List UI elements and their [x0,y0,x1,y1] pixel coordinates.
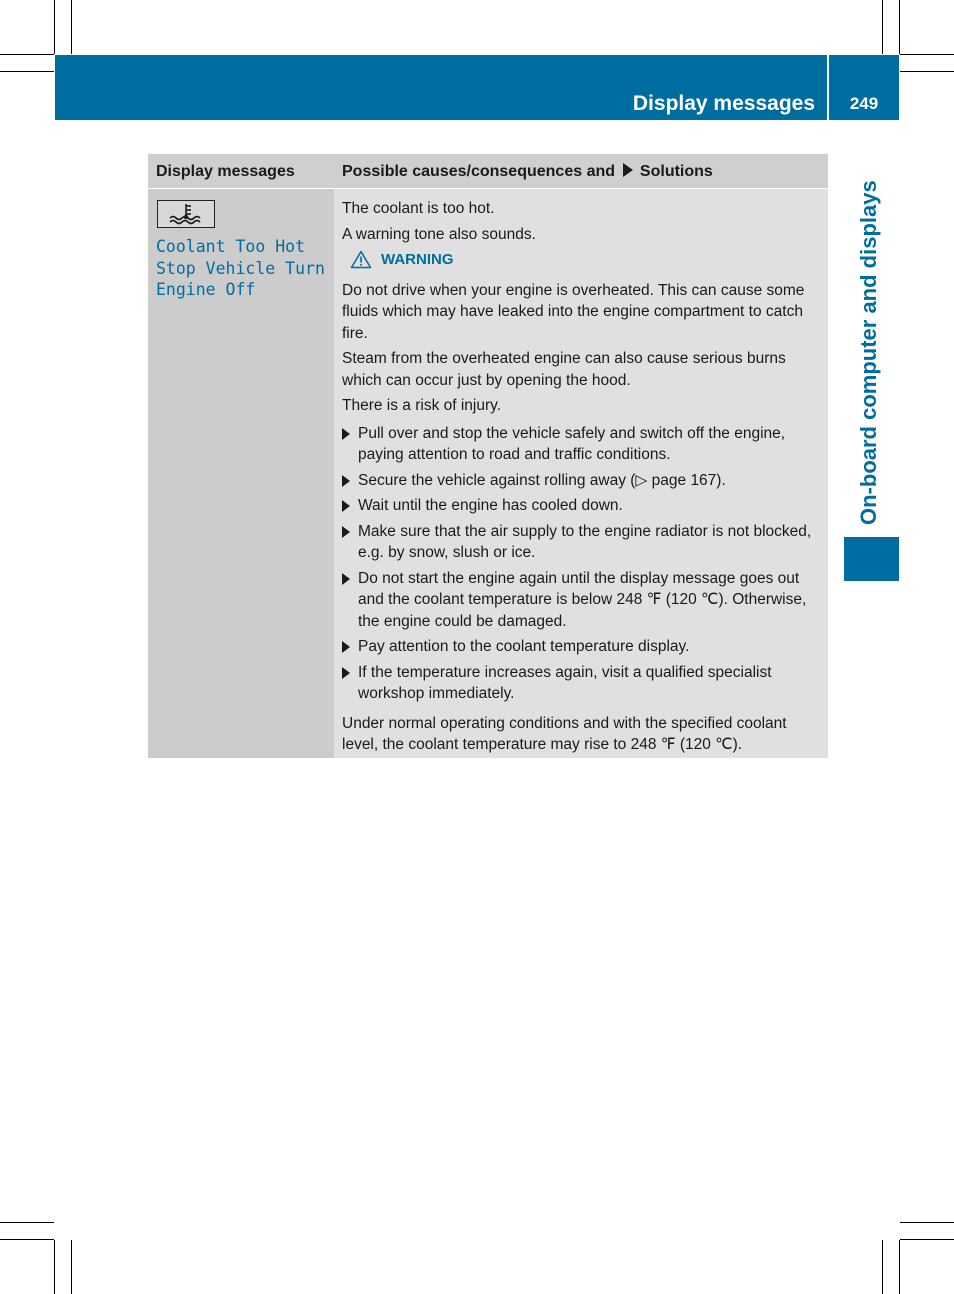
warning-triangle-icon [350,250,372,269]
step-arrow-icon [342,573,350,585]
display-message-line: Stop Vehicle Turn [156,258,325,278]
solution-steps [342,423,824,705]
warning-paragraph: Do not drive when your engine is overheated. This can cause some fluids which may have leaked into the engine compartment to catch fire. [342,281,805,342]
step-text: Wait until the engine has cooled down. [358,497,623,514]
step-text: Secure the vehicle against rolling away (▷ page 167). [358,471,726,489]
page-header [55,55,827,120]
causes-solutions-cell [334,189,828,758]
step-text: If the temperature increases again, visit a qualified specialist workshop immediately. [358,663,772,702]
display-message-text [156,236,331,301]
step-text: Pay attention to the coolant temperature display. [358,638,690,655]
warning-heading [350,249,824,271]
closing-note: Under normal operating conditions and with the specified coolant level, the coolant temperature may rise to 248 ℉ (120 ℃). [342,714,787,753]
solution-step [342,423,824,466]
solution-step [342,470,824,492]
display-message-line: Engine Off [156,280,256,299]
solution-step [342,636,824,658]
step-arrow-icon [342,428,350,440]
intro-text: The coolant is too hot. [342,200,495,217]
step-text: Make sure that the air supply to the engine radiator is not blocked, e.g. by snow, slush or ice. [358,522,812,561]
solution-step [342,662,824,705]
display-message-cell [148,189,334,758]
column-header-solutions-text: Solutions [639,163,713,180]
step-arrow-icon [342,641,350,653]
column-header-causes-text: Possible causes/consequences and [342,163,616,180]
coolant-temperature-icon [157,200,215,228]
column-header-display-messages: Display messages [156,163,295,180]
step-text: Do not start the engine again until the display message goes out and the coolant temperature is below 248 ℉ (120 ℃). Otherwise, the engine could be damaged. [358,569,807,630]
step-text: Pull over and stop the vehicle safely and switch off the engine, paying attention to road and traffic conditions. [358,424,786,463]
warning-paragraph: There is a risk of injury. [342,397,502,414]
warning-label: WARNING [381,251,454,268]
table-header-row [148,154,828,189]
solution-step [342,521,824,564]
display-messages-table [148,154,828,758]
intro-text: A warning tone also sounds. [342,225,536,243]
solution-step [342,568,824,633]
step-arrow-icon [342,500,350,512]
page-number-box [829,55,899,120]
page-title: Display messages [632,92,815,115]
arrow-right-icon [623,163,633,177]
chapter-tab-label: On-board computer and displays [856,180,881,525]
causes-solutions-content [342,198,824,760]
chapter-tab-marker [844,537,899,581]
step-arrow-icon [342,526,350,538]
step-arrow-icon [342,475,350,487]
page-number: 249 [849,94,879,113]
display-message-line: Coolant Too Hot [156,237,306,256]
step-arrow-icon [342,667,350,679]
warning-paragraph: Steam from the overheated engine can also cause serious burns which can occur just by opening the hood. [342,350,786,389]
column-header-causes-solutions [342,163,713,181]
solution-step [342,495,824,517]
